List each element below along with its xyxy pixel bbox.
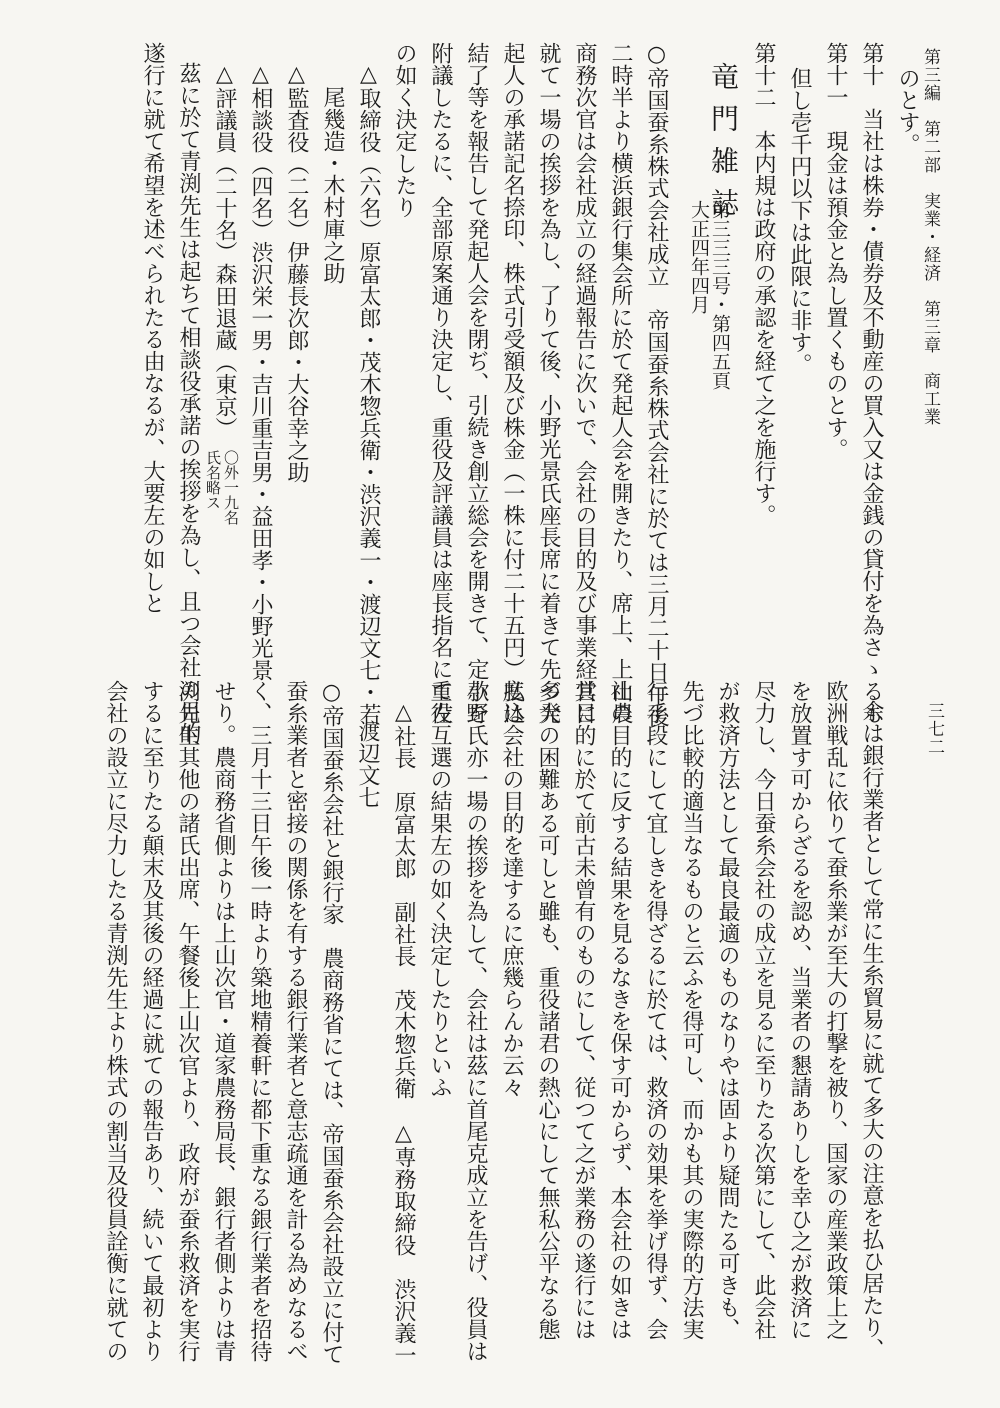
source-title: 竜門雑誌 (707, 62, 740, 230)
article-line: 二時半より横浜銀行集会所に於て発起人会を開きたり、席上、上山農 (608, 42, 633, 724)
lower-line: 重役互選の結果左の如く決定したりといふ (427, 680, 452, 1098)
article-line: せり。農商務省側よりは上山次官・道家農務局長、銀行者側よりは青 (211, 680, 236, 1362)
article-line: 起人の承諾記名捺印、株式引受額及び株金（一株に付二十五円）払込 (500, 42, 525, 724)
running-header: 第三編 第二部 実業・経済 第三章 商工業 (920, 48, 940, 426)
article-line: 商務次官は会社成立の経過報告に次いで、会社の目的及び事業経営に (572, 42, 597, 724)
article-line: するに至りたる顛末及其後の経過に就ての報告あり、続いて最初より (139, 680, 164, 1362)
speech-line: が救済方法として最良最適のものなりやは固より疑問たる可きも、 (715, 680, 740, 1340)
article-line: 蚕糸業者と密接の関係を有する銀行業者と意志疏通を計る為めなるべ (283, 680, 308, 1362)
speech-line: 尽力し、今日蚕糸会社の成立を見るに至りたる次第にして、此会社 (751, 680, 776, 1340)
source-ref: 第三三三号・第四五頁 (709, 200, 731, 390)
source-date: 大正四年四月 (688, 200, 710, 314)
speech-line: 度は会社の目的を達するに庶幾らんか云々 (499, 680, 524, 1098)
rule-11-line-1: 第十一 現金は預金と為し置くものとす。 (823, 42, 848, 460)
speech-line: 多大の困難ある可しと雖も、重役諸君の熱心にして無私公平なる態 (535, 680, 560, 1340)
speech-line: 先づ比較的適当なるものと云ふを得可し、而かも其の実際的方法実 (679, 680, 704, 1340)
article-line: の如く決定したり (392, 42, 417, 218)
closing-line: 茲に於て青渕先生は起ちて相談役承諾の挨拶を為し、且つ会社の目的 (176, 62, 201, 744)
rule-10-line-1: 第十 当社は株券・債券及不動産の買入又は金銭の貸付を為さゝるも (859, 42, 884, 724)
speech-line: 社の目的に反する結果を見るなきを保す可からず、本会社の如きは (607, 680, 632, 1340)
closing-line: 遂行に就て希望を述べられたる由なるが、大要左の如しと (140, 42, 165, 614)
councillors-note-2: 氏名略ス (204, 450, 222, 510)
officer-advisors: △相談役（四名）渋沢栄一男・吉川重吉男・益田孝・小野光景 (248, 62, 273, 681)
article-line: 附議したるに、全部原案通り決定し、重役及評議員は座長指名にて左 (428, 42, 453, 724)
officer-councillors: △評議員（二十名）森田退蔵（東京） (212, 62, 237, 439)
rule-11-line-2: 但し壱千円以下は此限に非す。 (787, 67, 812, 375)
lower-line: 小野氏亦一場の挨拶を為して、会社は茲に首尾克成立を告げ、役員は (463, 680, 488, 1362)
speech-line: 欧洲戦乱に依りて蚕糸業が至大の打撃を被り、国家の産業政策上之 (823, 680, 848, 1340)
president-line-cont: 渡辺文七 (355, 720, 380, 808)
speech-line: 其目的に於て前古未曾有のものにして、従つて之が業務の遂行には (571, 680, 596, 1340)
article-line: 会社の設立に尽力したる青渕先生より株式の割当及役員詮衡に就ての (103, 680, 128, 1362)
article-line: く、三月十三日午後一時より築地精養軒に都下重なる銀行業者を招待 (247, 680, 272, 1362)
councillors-note-1: 〇外一九名 (222, 450, 240, 525)
article-line: 渕先生其他の諸氏出席、午餐後上山次官より、政府が蚕糸救済を実行 (175, 680, 200, 1362)
page-number: 三七二 (924, 702, 944, 756)
officer-auditors: △監査役（二名）伊藤長次郎・大谷幸之助 (284, 62, 309, 483)
rule-12: 第十二 本内規は政府の承認を経て之を施行す。 (751, 42, 776, 526)
speech-line: 余は銀行業者として常に生糸貿易に就て多大の注意を払ひ居たり、 (859, 700, 884, 1360)
speech-line: 行手段にして宜しきを得ざるに於ては、救済の効果を挙げ得ず、会 (643, 680, 668, 1340)
officer-directors-line-1: △取締役（六名）原富太郎・茂木惣兵衛・渋沢義一・渡辺文七・若 (356, 62, 381, 725)
president-line: △社長 原富太郎 副社長 茂木惣兵衛 △専務取締役 渋沢義一 (391, 700, 416, 1366)
officer-directors-line-2: 尾幾造・木村庫之助 (320, 86, 345, 284)
article-line: ○帝国蚕糸会社と銀行家 農商務省にては、帝国蚕糸会社設立に付て (319, 680, 344, 1365)
rule-10-line-2: のとす。 (895, 67, 920, 155)
article-line: 結了等を報告して発起人会を閉ぢ、引続き創立総会を開きて、定款を (464, 42, 489, 724)
speech-line: を放置す可からざるを認め、当業者の懇請ありしを幸ひ之が救済に (787, 680, 812, 1340)
article-line: 就て一場の挨拶を為し、了りて後、小野光景氏座長席に着きて先づ発 (536, 42, 561, 724)
article-line: ○帝国蚕糸株式会社成立 帝国蚕糸株式会社に於ては三月二十日午後 (644, 42, 669, 727)
